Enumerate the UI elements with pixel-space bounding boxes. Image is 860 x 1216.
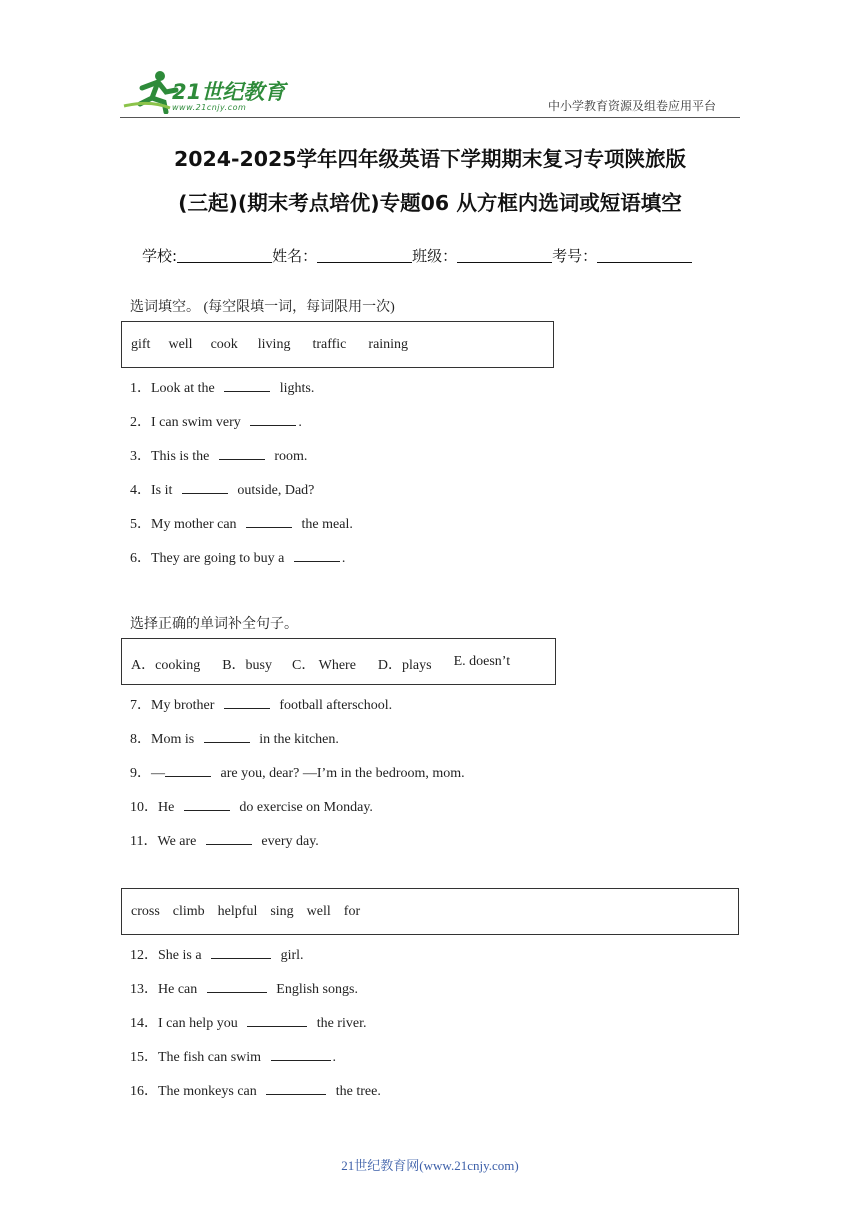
section2-instruction: 选择正确的单词补全句子。 bbox=[130, 617, 298, 632]
answer-blank[interactable] bbox=[224, 694, 270, 709]
logo-text: 21世纪教育 bbox=[172, 80, 286, 104]
question-2: 2．I can swim very . bbox=[130, 411, 302, 431]
page-title-line1: 2024-2025学年四年级英语下学期期末复习专项陕旅版 bbox=[173, 147, 687, 171]
word-bank-3 bbox=[131, 904, 360, 920]
number-label: 考号： bbox=[552, 247, 598, 265]
word-item: sing bbox=[270, 904, 294, 919]
option-item: B．busy bbox=[222, 658, 273, 673]
student-info bbox=[142, 245, 692, 266]
question-14: 14．I can help you the river. bbox=[130, 1012, 366, 1032]
word-item: well bbox=[306, 904, 331, 919]
question-11: 11．We are every day. bbox=[130, 830, 319, 850]
answer-blank[interactable] bbox=[247, 1012, 307, 1027]
option-item: A．cooking bbox=[131, 658, 201, 673]
question-12: 12．She is a girl. bbox=[130, 944, 304, 964]
answer-blank[interactable] bbox=[266, 1080, 326, 1095]
option-box-2 bbox=[121, 638, 556, 685]
option-bank-2 bbox=[131, 654, 510, 674]
answer-blank[interactable] bbox=[206, 830, 252, 845]
word-box-3 bbox=[121, 888, 739, 935]
section1-instruction: 选词填空。 (每空限填一词，每词限用一次) bbox=[130, 300, 395, 315]
footer-link[interactable]: 21世纪教育网(www.21cnjy.com) bbox=[341, 1158, 519, 1173]
word-item: gift bbox=[131, 337, 151, 352]
school-label: 学校: bbox=[142, 247, 178, 265]
answer-blank[interactable] bbox=[207, 978, 267, 993]
option-item: E. doesn’t bbox=[453, 654, 511, 669]
question-1: 1．Look at the lights. bbox=[130, 377, 314, 397]
word-item: traffic bbox=[312, 337, 347, 352]
page-title-line2: (三起)(期末考点培优)专题06 从方框内选词或短语填空 bbox=[178, 191, 682, 215]
answer-blank[interactable] bbox=[219, 445, 265, 460]
question-5: 5．My mother can the meal. bbox=[130, 513, 353, 533]
name-blank[interactable] bbox=[317, 245, 412, 263]
word-item: raining bbox=[368, 337, 409, 352]
question-16: 16．The monkeys can the tree. bbox=[130, 1080, 381, 1100]
platform-label: 中小学教育资源及组卷应用平台 bbox=[548, 99, 717, 113]
question-9: 9．— are you, dear? —I’m in the bedroom, mom. bbox=[130, 762, 465, 782]
number-blank[interactable] bbox=[597, 245, 692, 263]
name-label: 姓名： bbox=[272, 247, 318, 265]
question-15: 15．The fish can swim . bbox=[130, 1046, 336, 1066]
answer-blank[interactable] bbox=[294, 547, 340, 562]
word-item: living bbox=[257, 337, 291, 352]
word-bank-1 bbox=[131, 337, 408, 353]
answer-blank[interactable] bbox=[184, 796, 230, 811]
answer-blank[interactable] bbox=[250, 411, 296, 426]
word-item: climb bbox=[172, 904, 205, 919]
answer-blank[interactable] bbox=[204, 728, 250, 743]
option-item: C． Where bbox=[292, 658, 356, 673]
word-item: for bbox=[343, 904, 361, 919]
answer-blank[interactable] bbox=[165, 762, 211, 777]
question-4: 4．Is it outside, Dad? bbox=[130, 479, 314, 499]
class-label: 班级： bbox=[412, 247, 458, 265]
question-8: 8．Mom is in the kitchen. bbox=[130, 728, 339, 748]
question-6: 6．They are going to buy a . bbox=[130, 547, 345, 567]
answer-blank[interactable] bbox=[271, 1046, 331, 1061]
question-13: 13．He can English songs. bbox=[130, 978, 358, 998]
word-item: well bbox=[168, 337, 193, 352]
answer-blank[interactable] bbox=[182, 479, 228, 494]
word-item: cross bbox=[131, 904, 160, 919]
answer-blank[interactable] bbox=[246, 513, 292, 528]
word-item: cook bbox=[210, 337, 238, 352]
question-10: 10．He do exercise on Monday. bbox=[130, 796, 373, 816]
class-blank[interactable] bbox=[457, 245, 552, 263]
option-item: D．plays bbox=[377, 658, 432, 673]
logo-url: www.21cnjy.com bbox=[172, 103, 247, 112]
word-box-1 bbox=[121, 321, 554, 368]
answer-blank[interactable] bbox=[224, 377, 270, 392]
question-3: 3．This is the room. bbox=[130, 445, 307, 465]
question-7: 7．My brother football afterschool. bbox=[130, 694, 392, 714]
answer-blank[interactable] bbox=[211, 944, 271, 959]
header-divider bbox=[120, 117, 740, 118]
school-blank[interactable] bbox=[177, 245, 272, 263]
word-item: helpful bbox=[217, 904, 258, 919]
